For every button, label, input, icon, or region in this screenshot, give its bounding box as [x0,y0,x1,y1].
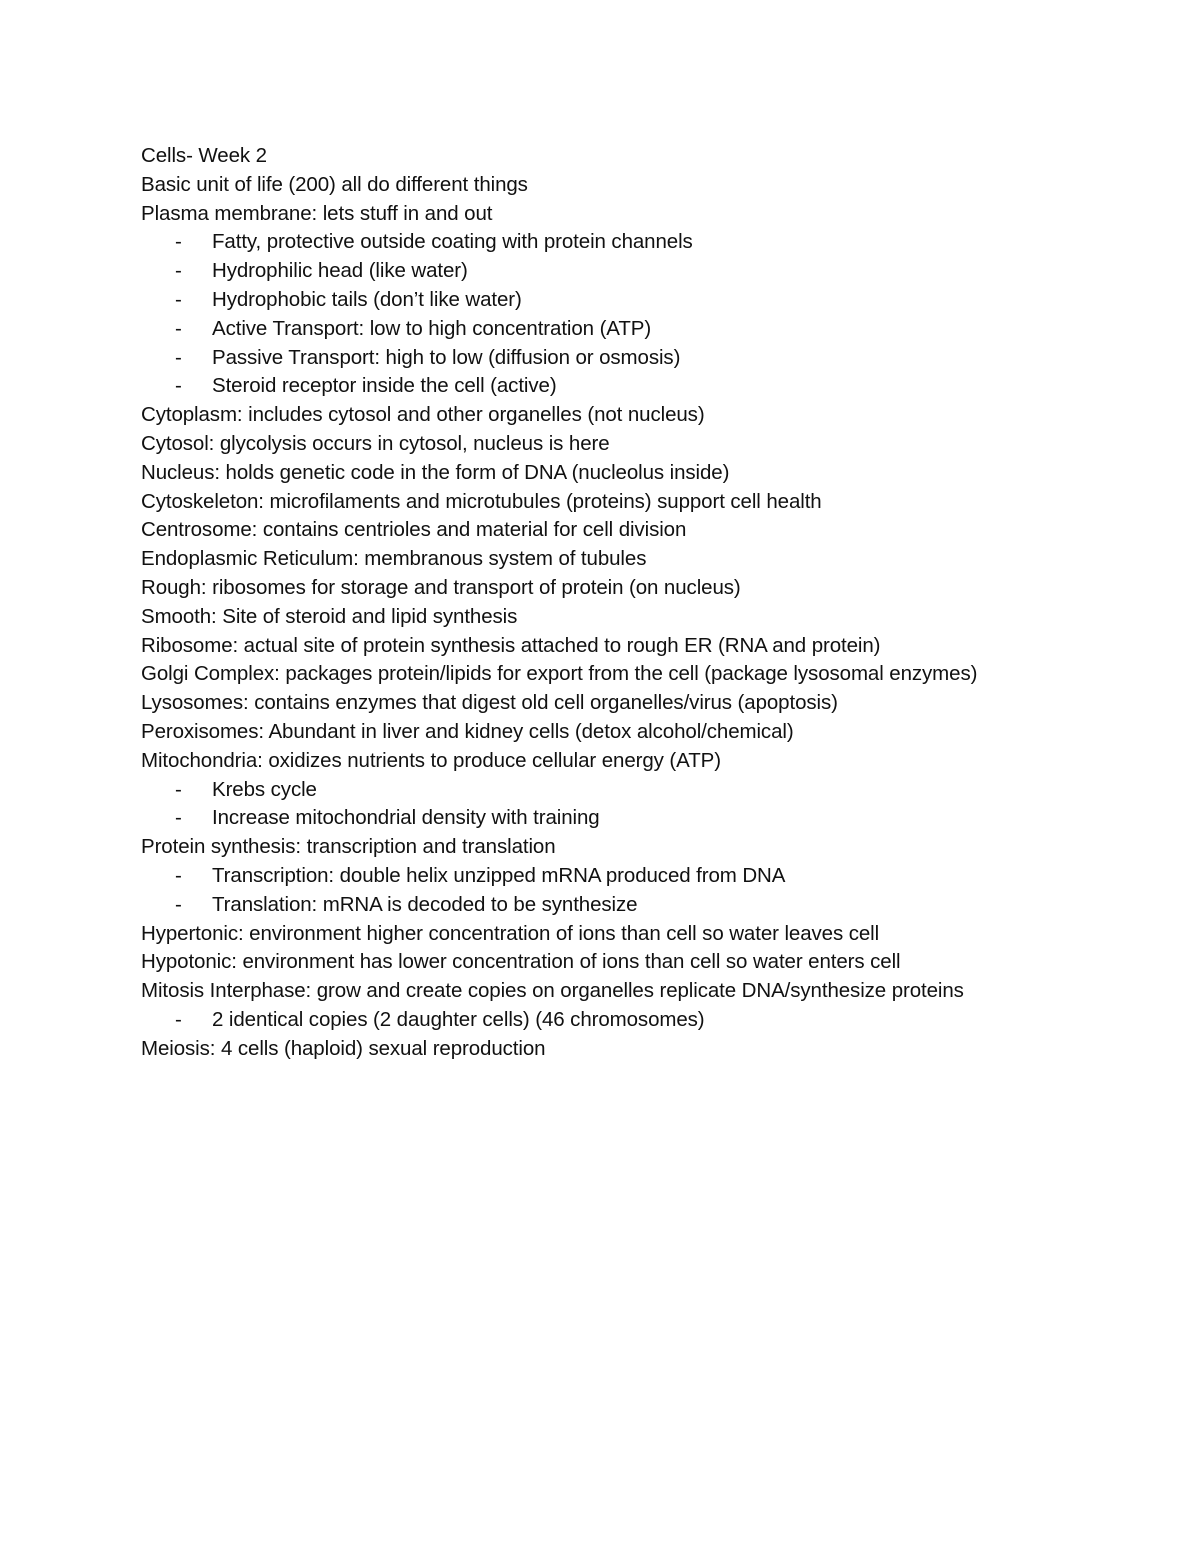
bullet-text: Transcription: double helix unzipped mRNA produced from DNA [212,863,786,887]
text-line [141,459,1141,488]
dash-bullet-icon: - [175,287,182,311]
text-line [141,200,1141,229]
text-line [141,660,1141,689]
dash-bullet-icon: - [175,345,182,369]
dash-bullet-icon: - [175,777,182,801]
dash-bullet-icon: - [175,863,182,887]
line-text: Peroxisomes: Abundant in liver and kidney cells (detox alcohol/chemical) [141,719,794,743]
dash-bullet-icon: - [175,892,182,916]
line-text: Cytoskeleton: microfilaments and microtubules (proteins) support cell health [141,489,822,513]
bullet-text: Steroid receptor inside the cell (active) [212,374,557,398]
line-text: Basic unit of life (200) all do different things [141,172,528,196]
text-line [141,603,1141,632]
dash-bullet-icon: - [175,316,182,340]
line-text: Mitosis Interphase: grow and create copies on organelles replicate DNA/synthesize proteins [141,979,964,1003]
bullet-item [141,776,1141,805]
text-line [141,574,1141,603]
line-text: Golgi Complex: packages protein/lipids for export from the cell (package lysosomal enzymes) [141,662,978,686]
line-text: Hypotonic: environment has lower concentration of ions than cell so water enters cell [141,950,901,974]
line-text: Hypertonic: environment higher concentration of ions than cell so water leaves cell [141,921,880,945]
text-line [141,430,1141,459]
line-text: Lysosomes: contains enzymes that digest old cell organelles/virus (apoptosis) [141,691,838,715]
text-line [141,747,1141,776]
bullet-item [141,1006,1141,1035]
line-text: Smooth: Site of steroid and lipid synthesis [141,604,518,628]
line-text: Ribosome: actual site of protein synthesis attached to rough ER (RNA and protein) [141,633,881,657]
line-text: Mitochondria: oxidizes nutrients to produce cellular energy (ATP) [141,748,721,772]
bullet-item [141,891,1141,920]
bullet-item [141,344,1141,373]
bullet-text: 2 identical copies (2 daughter cells) (46 chromosomes) [212,1007,705,1031]
document-title [141,142,1141,171]
text-line [141,948,1141,977]
line-text: Plasma membrane: lets stuff in and out [141,201,493,225]
bullet-item [141,228,1141,257]
text-line [141,1035,1141,1064]
line-text: Cytosol: glycolysis occurs in cytosol, nucleus is here [141,431,610,455]
dash-bullet-icon: - [175,259,182,283]
text-line [141,516,1141,545]
line-text: Centrosome: contains centrioles and material for cell division [141,518,687,542]
text-line [141,833,1141,862]
bullet-item [141,862,1141,891]
text-line [141,488,1141,517]
text-line [141,977,1141,1006]
bullet-item [141,372,1141,401]
line-text: Cells- Week 2 [141,144,267,167]
line-text: Rough: ribosomes for storage and transport of protein (on nucleus) [141,575,741,599]
text-line [141,171,1141,200]
line-text: Meiosis: 4 cells (haploid) sexual reproduction [141,1036,546,1060]
text-line [141,401,1141,430]
bullet-text: Increase mitochondrial density with training [212,806,600,830]
bullet-item [141,315,1141,344]
bullet-text: Fatty, protective outside coating with protein channels [212,230,693,254]
bullet-text: Hydrophobic tails (don’t like water) [212,287,522,311]
dash-bullet-icon: - [175,374,182,398]
dash-bullet-icon: - [175,1007,182,1031]
bullet-text: Passive Transport: high to low (diffusion or osmosis) [212,345,681,369]
line-text: Nucleus: holds genetic code in the form of DNA (nucleolus inside) [141,460,730,484]
line-text: Endoplasmic Reticulum: membranous system of tubules [141,547,647,571]
line-text: Cytoplasm: includes cytosol and other organelles (not nucleus) [141,403,705,427]
text-line [141,689,1141,718]
bullet-text: Translation: mRNA is decoded to be synthesize [212,892,638,916]
text-line [141,920,1141,949]
line-text: Protein synthesis: transcription and translation [141,835,556,859]
notes-body [141,142,1141,1064]
bullet-item [141,257,1141,286]
bullet-text: Hydrophilic head (like water) [212,259,468,283]
bullet-item [141,286,1141,315]
dash-bullet-icon: - [175,230,182,254]
dash-bullet-icon: - [175,806,182,830]
text-line [141,632,1141,661]
bullet-text: Krebs cycle [212,777,317,801]
text-line [141,718,1141,747]
text-line [141,545,1141,574]
bullet-text: Active Transport: low to high concentration (ATP) [212,316,652,340]
bullet-item [141,804,1141,833]
